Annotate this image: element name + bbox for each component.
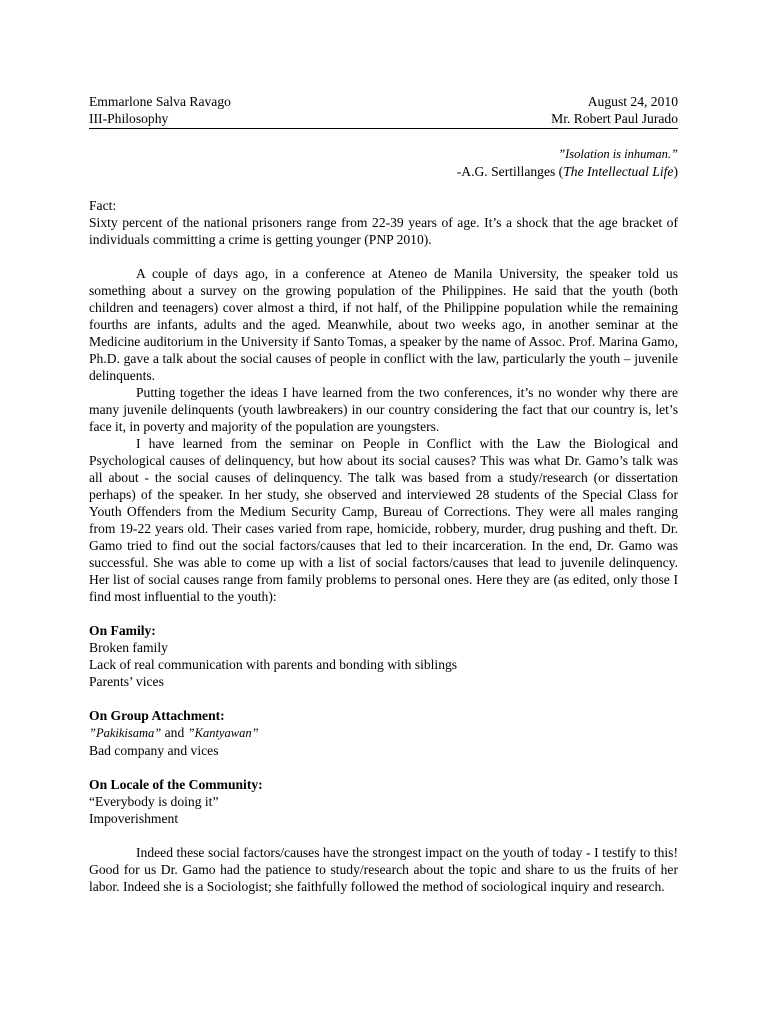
section-locale (89, 776, 678, 827)
attribution-book-title: The Intellectual Life (563, 164, 674, 179)
list-item (89, 724, 678, 742)
course-name: III-Philosophy (89, 111, 169, 126)
paragraph-3: I have learned from the seminar on People in Conflict with the Law the Biological and Psychological causes of delinquency, but how about its social causes? This was what Dr. Gamo’s talk was all about - the social causes of delinquency. The talk was based from a study/research (or dissertation perhaps) of the speaker. In her study, she observed and interviewed 28 students of the Special Class for Youth Offenders from the Medium Security Camp, Bureau of Corrections. They were all males ranging from 19-22 years old. Their cases varied from rape, homicide, robbery, murder, drug pushing and theft. Dr. Gamo tried to find out the social factors/causes that led to their incarceration. In the end, Dr. Gamo was successful. She was able to come up with a list of social factors/causes that lead to juvenile delinquency. Her list of social causes range from family problems to personal ones. Here they are (as edited, only those I find most influential to the youth): (89, 436, 678, 604)
epigraph (89, 146, 678, 180)
epigraph-quote: ”Isolation is inhuman.” (558, 147, 678, 161)
list-item: Parents’ vices (89, 674, 164, 689)
conclusion-paragraph: Indeed these social factors/causes have the strongest impact on the youth of today - I testify to this! Good for us Dr. Gamo had the patience to study/research about the topic and share to us the fruits of her labor. Indeed she is a Sociologist; she faithfully followed the method of sociological inquiry and research. (89, 845, 678, 894)
document-date: August 24, 2010 (587, 94, 678, 109)
paragraph-1: A couple of days ago, in a conference at Ateneo de Manila University, the speaker told us something about a survey on the growing population of the Philippines. He said that the youth (both children and teenagers) cover almost a third, if not half, of the Philippine population while the remaining fourths are infants, adults and the aged. Meanwhile, about two weeks ago, in another seminar at the Medicine auditorium in the University if Santo Tomas, a speaker by the name of Assoc. Prof. Marina Gamo, Ph.D. gave a talk about the social causes of people in conflict with the law, particularly the youth – juvenile delinquents. (89, 266, 678, 383)
section-heading-locale: On Locale of the Community: (89, 777, 263, 792)
section-heading-family: On Family: (89, 623, 156, 638)
attribution-close: ) (673, 164, 678, 179)
section-family (89, 622, 678, 690)
list-item: Broken family (89, 640, 168, 655)
document-page (89, 93, 678, 895)
header-divider (89, 128, 678, 129)
section-heading-group: On Group Attachment: (89, 708, 225, 723)
list-item: Lack of real communication with parents and bonding with siblings (89, 657, 458, 672)
epigraph-attribution (89, 163, 678, 180)
instructor-name: Mr. Robert Paul Jurado (551, 111, 678, 126)
and-word: and (161, 725, 188, 740)
author-name: Emmarlone Salva Ravago (89, 94, 231, 109)
attribution-author: -A.G. Sertillanges ( (456, 164, 564, 179)
list-item: Impoverishment (89, 811, 179, 826)
section-group-attachment (89, 707, 678, 759)
list-item: “Everybody is doing it” (89, 794, 219, 809)
term-kantyawan: ”Kantyawan” (187, 726, 259, 740)
fact-label: Fact: (89, 198, 117, 213)
header-row-2 (89, 110, 678, 127)
header-row-1 (89, 93, 678, 110)
list-item: Bad company and vices (89, 743, 219, 758)
term-pakikisama: ”Pakikisama” (89, 726, 162, 740)
paragraph-2: Putting together the ideas I have learned from the two conferences, it’s no wonder why there are many juvenile delinquents (youth lawbreakers) in our country considering the fact that our country is, let’s face it, in poverty and majority of the population are youngsters. (89, 385, 678, 434)
fact-text: Sixty percent of the national prisoners range from 22-39 years of age. It’s a shock that the age bracket of individuals committing a crime is getting younger (PNP 2010). (89, 215, 678, 247)
